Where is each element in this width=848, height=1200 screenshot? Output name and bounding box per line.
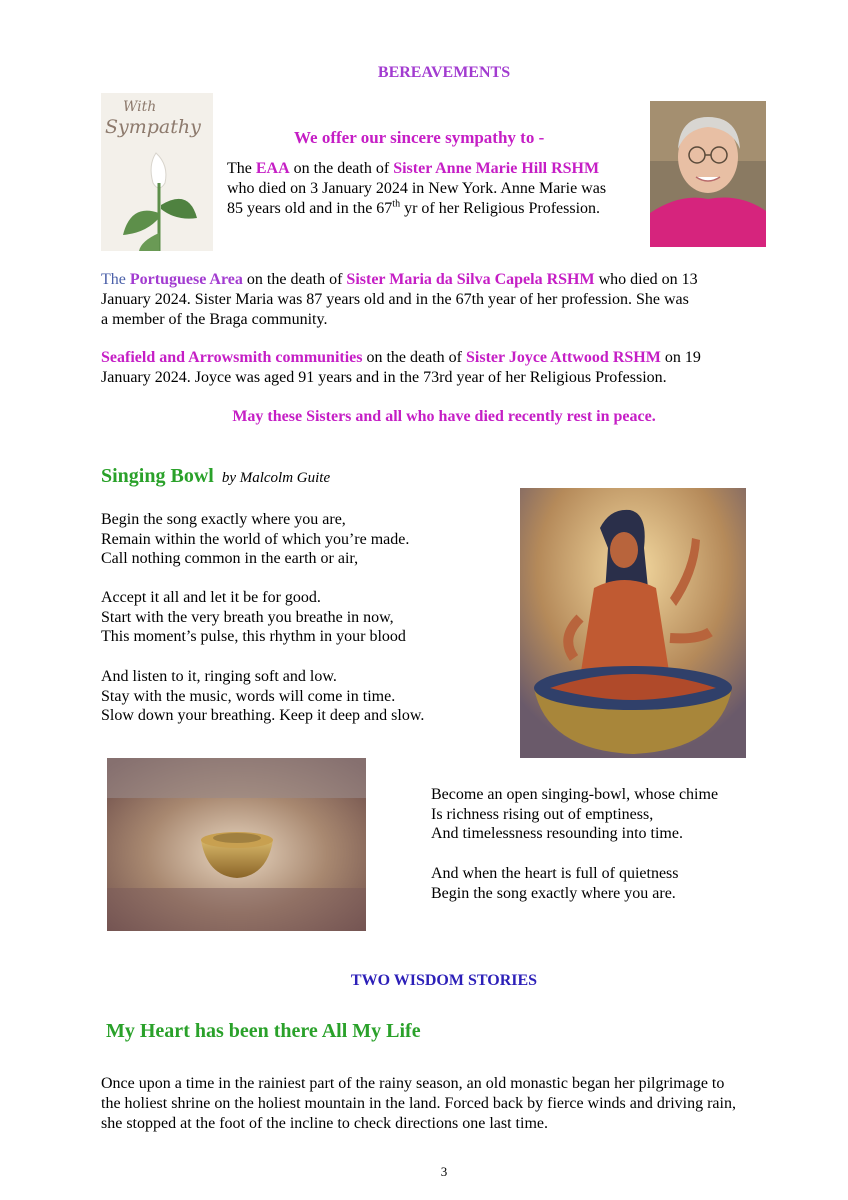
poem-title: Singing Bowl	[101, 465, 214, 487]
poem-line: And timelessness resounding into time.	[431, 825, 683, 842]
entry3-org: Seafield and Arrowsmith communities	[101, 349, 363, 366]
sister-portrait-photo	[650, 101, 766, 247]
card-text-sympathy: Sympathy	[105, 116, 201, 138]
poem-line: Slow down your breathing. Keep it deep and slow.	[101, 707, 425, 724]
poem-stanza-1	[101, 510, 409, 569]
entry1-lead: The	[227, 160, 256, 177]
entry1-line3b: yr of her Religious Profession.	[400, 200, 601, 217]
entry1-org: EAA	[255, 160, 290, 177]
entry1-name: Sister Anne Marie Hill RSHM	[393, 160, 600, 177]
entry2-line3: a member of the Braga community.	[101, 311, 328, 328]
poem-line: And when the heart is full of quietness	[431, 865, 679, 882]
closing-prayer: May these Sisters and all who have died recently rest in peace.	[232, 408, 656, 425]
meditation-painting	[520, 488, 746, 758]
entry-anne-marie	[227, 159, 637, 219]
poem-line: Begin the song exactly where you are,	[101, 511, 346, 528]
entry3-line2: January 2024. Joyce was aged 91 years and in the 73rd year of her Religious Profession.	[101, 369, 667, 386]
poem-line: Accept it all and let it be for good.	[101, 589, 321, 606]
entry3-rest1: on 19	[660, 349, 701, 366]
entry1-line3sup: th	[392, 198, 401, 210]
entry-maria	[101, 270, 781, 330]
poem-line: Is richness rising out of emptiness,	[431, 805, 654, 823]
poem-line: Stay with the music, words will come in time.	[101, 687, 396, 705]
bereavements-heading: BEREAVEMENTS	[377, 64, 511, 81]
poem-line: Remain within the world of which you’re made.	[101, 530, 410, 548]
entry2-lead: The	[101, 271, 130, 288]
entry3-mid: on the death of	[362, 349, 467, 366]
poem-stanza-2	[101, 588, 406, 647]
page-number: 3	[440, 1164, 448, 1179]
singing-bowl-photo	[107, 758, 366, 931]
story-title: My Heart has been there All My Life	[106, 1020, 421, 1042]
sympathy-intro: We offer our sincere sympathy to -	[294, 128, 545, 147]
entry3-name: Sister Joyce Attwood RSHM	[466, 349, 661, 366]
poem-stanza-4	[431, 785, 718, 844]
entry1-line2: who died on 3 January 2024 in New York. Anne Marie was	[227, 180, 607, 197]
sympathy-card-image	[101, 93, 213, 251]
poem-line: And listen to it, ringing soft and low.	[101, 668, 337, 685]
poem-line: Begin the song exactly where you are.	[431, 884, 676, 902]
poem-line: Call nothing common in the earth or air,	[101, 550, 359, 567]
poem-byline: by Malcolm Guite	[221, 470, 331, 486]
wisdom-heading: TWO WISDOM STORIES	[350, 972, 538, 989]
entry2-line2: January 2024. Sister Maria was 87 years old and in the 67th year of her profession. She was	[101, 291, 689, 308]
story-line: Once upon a time in the rainiest part of the rainy season, an old monastic began her pilgrimage to	[101, 1075, 725, 1092]
entry-joyce	[101, 348, 781, 388]
entry2-name: Sister Maria da Silva Capela RSHM	[346, 271, 595, 288]
poem-line: Start with the very breath you breathe in now,	[101, 608, 394, 626]
card-text-with: With	[123, 99, 157, 115]
poem-line: Become an open singing-bowl, whose chime	[431, 786, 719, 803]
entry2-mid: on the death of	[242, 271, 347, 288]
poem-stanza-3	[101, 667, 424, 726]
entry1-mid: on the death of	[289, 160, 394, 177]
poem-stanza-5	[431, 864, 679, 903]
poem-header	[101, 465, 330, 488]
entry2-rest1: who died on 13	[594, 271, 698, 288]
story-line: she stopped at the foot of the incline to check directions one last time.	[101, 1115, 548, 1132]
entry1-line3a: 85 years old and in the 67	[227, 200, 393, 217]
entry2-org: Portuguese Area	[129, 271, 243, 288]
story-line: the holiest shrine on the holiest mountain in the land. Forced back by fierce winds and driving rain,	[101, 1095, 736, 1112]
poem-line: This moment’s pulse, this rhythm in your blood	[101, 628, 406, 645]
story-paragraph	[101, 1074, 791, 1134]
